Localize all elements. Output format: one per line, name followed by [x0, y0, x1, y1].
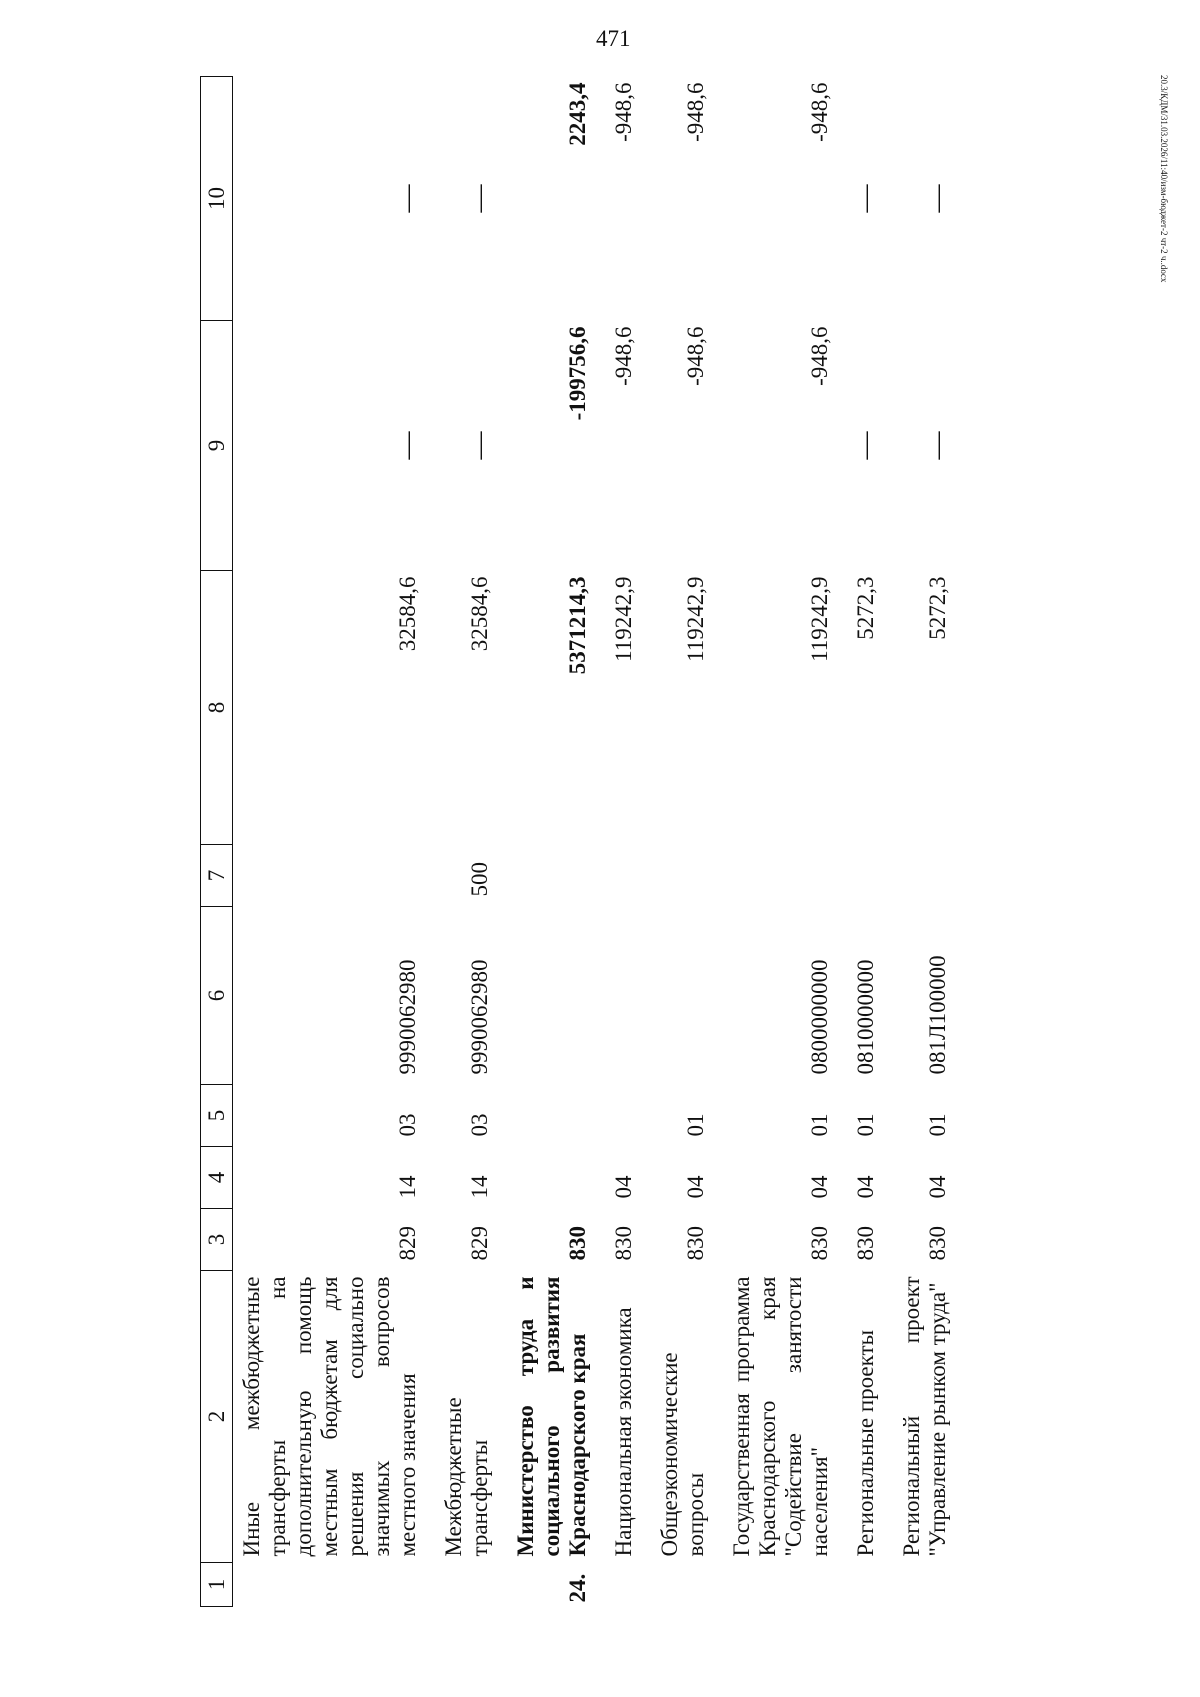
row-expense-type [507, 845, 605, 907]
table-row [723, 77, 847, 1607]
row-amount: 119242,9 [683, 576, 708, 662]
footer-file-path: 20.3/КДМ/31.03.2026/11:40/изм-бюджет-2 чт-2 ч..docx [1159, 75, 1169, 283]
header-col-6: 6 [201, 907, 233, 1085]
table-row [233, 77, 436, 1607]
row-amount: 32584,6 [395, 576, 420, 652]
row-section: 04 [807, 1175, 832, 1199]
row-number [847, 1563, 893, 1607]
row-amount: 119242,9 [611, 576, 636, 662]
row-subsection [507, 1085, 605, 1147]
row-expense-type [847, 845, 893, 907]
row-section: 14 [395, 1175, 420, 1199]
budget-table [200, 76, 965, 1607]
row-subsection: 01 [853, 1113, 878, 1137]
row-subsection [605, 1085, 651, 1147]
row-change-2: — [922, 184, 953, 213]
row-change: — [392, 431, 423, 460]
table-row [605, 77, 651, 1607]
row-change-2: 2243,4 [565, 82, 590, 146]
row-amount: 5272,3 [853, 576, 878, 640]
row-admin-code: 829 [395, 1226, 420, 1261]
row-change: — [464, 431, 495, 460]
row-change-2: -948,6 [807, 82, 832, 142]
table-header-row [201, 77, 233, 1607]
table-row [507, 77, 605, 1607]
row-name: Общеэкономические вопросы [657, 1352, 708, 1557]
row-number: 24. [565, 1573, 590, 1603]
header-col-2: 2 [201, 1271, 233, 1563]
row-expense-type [233, 845, 436, 907]
row-target-article: 9990062980 [395, 959, 420, 1075]
row-name: Государственная программа Краснодарского края "Содействие занятости населения" [729, 1276, 832, 1557]
header-col-8: 8 [201, 571, 233, 845]
row-section [507, 1147, 605, 1209]
header-col-5: 5 [201, 1085, 233, 1147]
row-change: — [922, 431, 953, 460]
row-number [435, 1563, 507, 1607]
row-number [723, 1563, 847, 1607]
header-col-3: 3 [201, 1209, 233, 1271]
table-row [847, 77, 893, 1607]
row-expense-type [651, 845, 723, 907]
row-section: 04 [925, 1175, 950, 1199]
row-change-2: -948,6 [683, 82, 708, 142]
header-col-4: 4 [201, 1147, 233, 1209]
row-change: -948,6 [611, 326, 636, 386]
table-row [435, 77, 507, 1607]
row-name: Региональные проекты [853, 1329, 878, 1557]
row-name: Межбюджетные трансферты [441, 1397, 492, 1557]
row-target-article [605, 907, 651, 1085]
row-number [651, 1563, 723, 1607]
header-col-7: 7 [201, 845, 233, 907]
row-name: Иные межбюджетные трансферты на дополнительную помощь местным бюджетам для решения социально значимых вопросов местного значения [239, 1276, 420, 1557]
row-target-article [507, 907, 605, 1085]
row-admin-code: 830 [565, 1226, 590, 1261]
row-change-2: -948,6 [611, 82, 636, 142]
budget-table-frame [200, 77, 1200, 1607]
row-target-article: 0800000000 [807, 959, 832, 1075]
row-section: 04 [611, 1175, 636, 1199]
row-target-article: 081Л100000 [925, 955, 950, 1075]
row-section: 04 [683, 1175, 708, 1199]
row-subsection: 01 [807, 1113, 832, 1137]
page-number: 471 [596, 26, 631, 51]
row-amount: 119242,9 [807, 576, 832, 662]
row-amount: 32584,6 [467, 576, 492, 652]
row-expense-type: 500 [467, 862, 492, 897]
row-amount: 5272,3 [925, 576, 950, 640]
row-subsection: 01 [925, 1113, 950, 1137]
row-change: -199756,6 [565, 326, 590, 421]
row-target-article: 0810000000 [853, 959, 878, 1075]
row-expense-type [723, 845, 847, 907]
row-section: 14 [467, 1175, 492, 1199]
row-change: — [850, 431, 881, 460]
row-admin-code: 829 [467, 1226, 492, 1261]
row-change: -948,6 [683, 326, 708, 386]
row-number [893, 1563, 965, 1607]
row-number [605, 1563, 651, 1607]
row-change-2: — [850, 184, 881, 213]
row-section: 04 [853, 1175, 878, 1199]
row-name: Национальная экономика [611, 1307, 636, 1557]
row-name: Региональный проект "Управление рынком труда" [899, 1276, 950, 1557]
row-number [233, 1563, 436, 1607]
row-name: Министерство труда и социального развития Краснодарского края [513, 1276, 590, 1557]
row-amount: 5371214,3 [565, 576, 590, 675]
row-target-article: 9990062980 [467, 959, 492, 1075]
table-row [893, 77, 965, 1607]
row-admin-code: 830 [807, 1226, 832, 1261]
header-col-1: 1 [201, 1563, 233, 1607]
row-change: -948,6 [807, 326, 832, 386]
row-change-2: — [392, 184, 423, 213]
row-subsection: 03 [395, 1113, 420, 1137]
row-expense-type [893, 845, 965, 907]
table-row [651, 77, 723, 1607]
header-col-9: 9 [201, 321, 233, 571]
row-subsection: 03 [467, 1113, 492, 1137]
row-admin-code: 830 [611, 1226, 636, 1261]
row-subsection: 01 [683, 1113, 708, 1137]
header-col-10: 10 [201, 77, 233, 321]
row-target-article [651, 907, 723, 1085]
row-admin-code: 830 [683, 1226, 708, 1261]
row-expense-type [605, 845, 651, 907]
row-change-2: — [464, 184, 495, 213]
row-admin-code: 830 [925, 1226, 950, 1261]
row-admin-code: 830 [853, 1226, 878, 1261]
